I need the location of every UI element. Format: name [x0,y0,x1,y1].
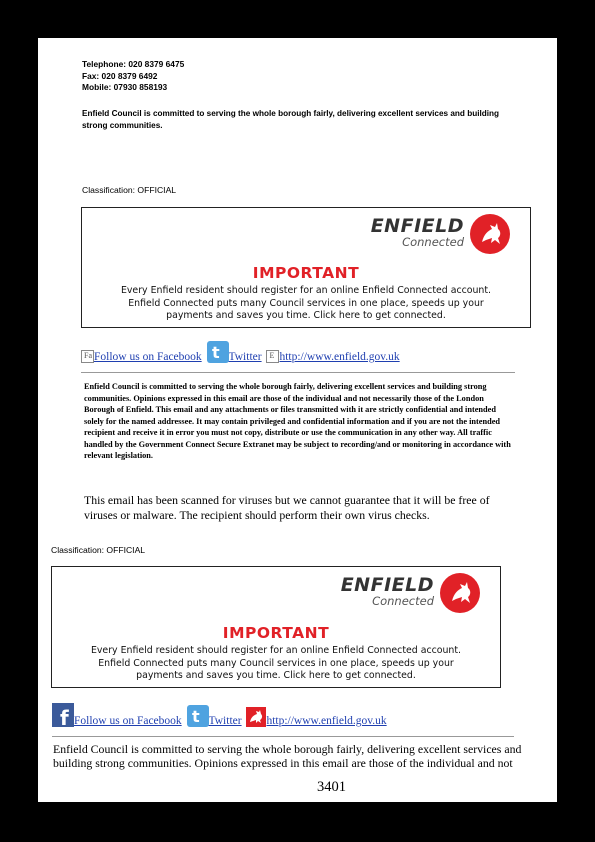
virus-notice: This email has been scanned for viruses but we cannot guarantee that it will be free of viruses or malware. The recipient should perform their own virus checks. [84,493,490,522]
banner2-line-3: payments and saves you time. Click here to get connected. [136,670,416,681]
divider-2 [52,736,514,737]
svg-text:t: t [211,343,220,362]
twitter-link[interactable]: Twitter [228,351,262,363]
facebook-link-2[interactable]: Follow us on Facebook [74,715,182,727]
logo-sub-2: Connected [372,594,434,608]
facebook-icon[interactable] [81,350,94,363]
telephone: Telephone: 020 8379 6475 [82,59,185,69]
svg-text:t: t [191,707,200,726]
mobile: Mobile: 07930 858193 [82,82,168,92]
enfield-connected-banner[interactable] [81,207,531,328]
divider [81,372,515,373]
facebook-icon[interactable] [52,703,74,727]
important-heading: IMPORTANT [252,264,360,282]
social-links-row [81,341,400,363]
social-links-row-2 [52,703,387,727]
classification-label-2: Classification: OFFICIAL [51,545,146,555]
logo-sub: Connected [402,235,464,249]
website-link-2[interactable]: http://www.enfield.gov.uk [266,715,387,727]
document-page [38,38,557,802]
fax: Fax: 020 8379 6492 [82,70,158,81]
banner-line-2: Enfield Connected puts many Council services in one place, speeds up your [128,297,484,309]
classification-label: Classification: OFFICIAL [82,185,177,195]
commitment-statement: Enfield Council is committed to serving the whole borough fairly, delivering excellent services and building strong communities. [82,109,500,130]
contact-block [82,59,184,94]
enfield-logo-text [371,216,464,248]
page-number: 3401 [317,779,346,795]
dragon-emblem-icon [440,573,480,613]
banner-line-1: Every Enfield resident should register for an online Enfield Connected account. [120,285,492,296]
important-heading-2: IMPORTANT [222,624,330,642]
disclaimer-text: Enfield Council is committed to serving the whole borough fairly, delivering excellent services and building strong communities. Opinions expressed in this email are those of the individual and not necessarily those of the London Borough of Enfield. This email and any attachments or files transmitted with it are strictly confidential and intended solely for the named addressee. It may contain privileged and confidential information and if you are not the intended recipient and receive it in error you must not copy, distribute or use the communication in any other way. All traffic handled by the Government Connect Secure Extranet may be subject to recording/and or monitoring in accordance with relevant legislation. [84,382,511,460]
logo-name-2: ENFIELD [340,574,434,596]
website-alt-text: E [269,351,275,360]
website-icon[interactable] [266,350,279,363]
enfield-connected-banner-2[interactable] [51,566,501,688]
dragon-emblem-icon [470,214,510,254]
facebook-link[interactable]: Follow us on Facebook [94,351,202,363]
banner2-line-1: Every Enfield resident should register for an online Enfield Connected account. [90,645,462,656]
dragon-emblem-icon[interactable] [246,707,266,727]
twitter-icon[interactable] [207,341,229,363]
svg-text:f: f [60,706,69,727]
twitter-icon[interactable] [187,705,209,727]
banner2-line-2: Enfield Connected puts many Council services in one place, speeds up your [98,657,454,669]
enfield-logo-text-2 [341,575,434,607]
banner-line-3: payments and saves you time. Click here to get connected. [166,310,446,321]
logo-name: ENFIELD [370,215,464,237]
website-link[interactable]: http://www.enfield.gov.uk [279,351,400,363]
disclaimer-text-2: Enfield Council is committed to serving the whole borough fairly, delivering excellent services and building strong communities. Opinions expressed in this email are those of the individual and not [53,742,522,770]
facebook-alt-text: Fa [84,351,92,360]
twitter-link-2[interactable]: Twitter [208,715,242,727]
